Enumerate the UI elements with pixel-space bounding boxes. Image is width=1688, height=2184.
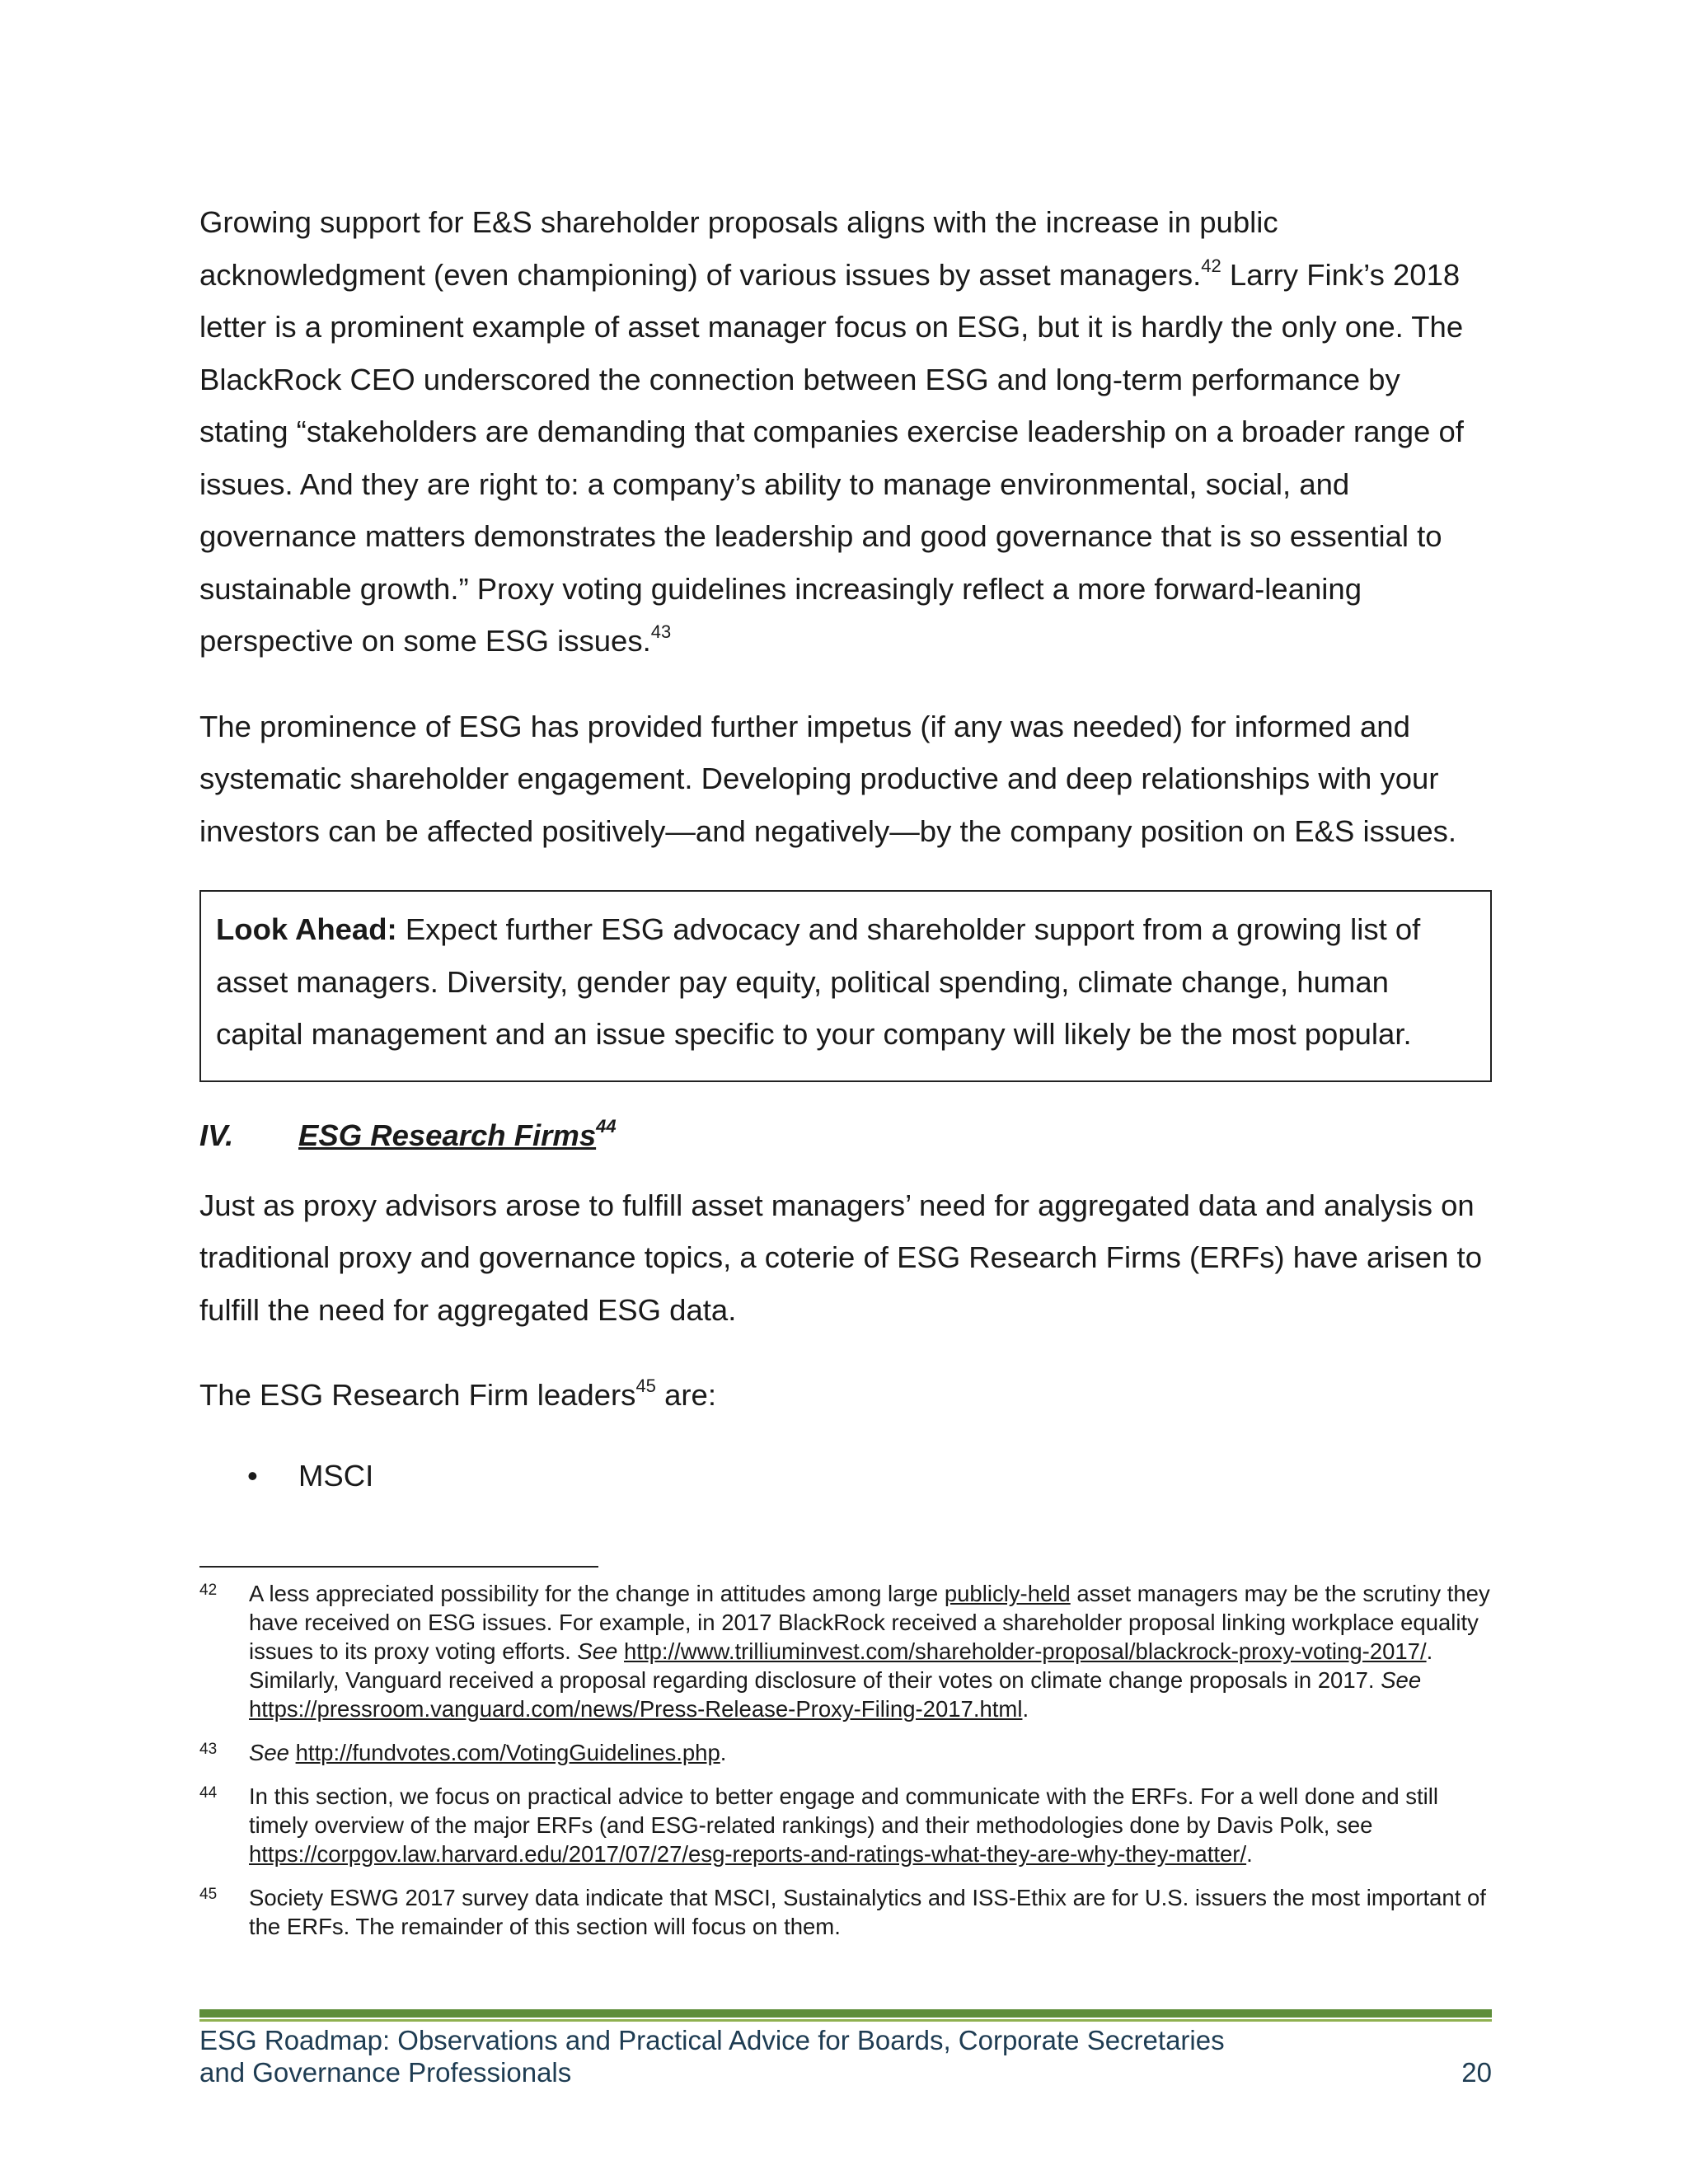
footnote-text: asset managers may be the scrutiny they have received on ESG issues. For example, in 2017 BlackRock received a shareholder proposal linking workplace equality issues to its proxy voting efforts.: [249, 1581, 1490, 1664]
footer-rule-light: [199, 2019, 1492, 2022]
link-trillium[interactable]: http://www.trilliuminvest.com/shareholder-proposal/blackrock-proxy-voting-2017/: [624, 1638, 1427, 1664]
paragraph-proxy-advisors: Just as proxy advisors arose to fulfill asset managers’ need for aggregated data and analysis on traditional proxy and governance topics, a coterie of ESG Research Firms (ERFs) have arisen to fulfill the need for aggregated ESG data.: [199, 1188, 1482, 1327]
footnote-text: A less appreciated possibility for the change in attitudes among large: [249, 1581, 945, 1606]
footnote-separator: [199, 1566, 598, 1568]
list-item: [199, 1450, 1492, 1502]
bullet-icon: •: [247, 1458, 258, 1493]
footnote-42: [199, 1579, 1492, 1723]
footnote-number: 43: [199, 1741, 218, 1758]
look-ahead-label: Look Ahead:: [216, 912, 397, 946]
footnote-number: 44: [199, 1784, 218, 1802]
footnote-text: .: [1246, 1841, 1253, 1867]
section-title: ESG Research Firms: [298, 1118, 597, 1152]
paragraph-leaders-intro: [199, 1369, 1492, 1422]
footnote-see: See: [1381, 1667, 1422, 1693]
link-fundvotes[interactable]: http://fundvotes.com/VotingGuidelines.php: [295, 1740, 720, 1765]
footnote-text-underlined: publicly-held: [944, 1581, 1071, 1606]
footnote-ref-45[interactable]: 45: [635, 1376, 656, 1396]
footnote-see: See: [249, 1740, 289, 1765]
leaders-list: [199, 1450, 1492, 1502]
footnote-text: Society ESWG 2017 survey data indicate that MSCI, Sustainalytics and ISS-Ethix are for U.S. issuers the most important of the ERFs. The remainder of this section will focus on them.: [249, 1885, 1486, 1939]
look-ahead-box: [199, 890, 1492, 1082]
footnote-ref-43[interactable]: 43: [650, 621, 672, 642]
footnote-ref-42[interactable]: 42: [1201, 255, 1221, 276]
paragraph-esg-support: [199, 196, 1492, 668]
footnote-text: .: [1022, 1696, 1029, 1722]
footnote-text: .: [720, 1740, 727, 1765]
footnote-ref-44[interactable]: 44: [596, 1115, 617, 1137]
paragraph-prominence: The prominence of ESG has provided further impetus (if any was needed) for informed and systematic shareholder engagement. Developing productive and deep relationships with your investors can be affected positively—and negatively—by the company position on E&S issues.: [199, 709, 1457, 848]
footnote-number: 45: [199, 1886, 218, 1903]
footnote-text: In this section, we focus on practical advice to better engage and communicate with the ERFs. For a well done and still timely overview of the major ERFs (and ESG-related rankings) and their methodologies done by Davis Polk, see: [249, 1783, 1438, 1838]
paragraph-text: The ESG Research Firm leaders: [199, 1378, 636, 1412]
footnote-see: See: [577, 1638, 618, 1664]
section-number: IV.: [199, 1118, 234, 1152]
footnote-text: . Similarly, Vanguard received a proposal regarding disclosure of their votes on climate change proposals in 2017.: [249, 1638, 1433, 1693]
list-item-label: MSCI: [298, 1458, 374, 1493]
footer-rule: [199, 2009, 1492, 2018]
page-number: 20: [1461, 2057, 1492, 2088]
footer-title-line-2: and Governance Professionals: [199, 2057, 572, 2088]
footnote-44: [199, 1782, 1492, 1868]
page-body: [199, 196, 1492, 1502]
section-heading: [199, 1113, 1492, 1158]
link-vanguard[interactable]: https://pressroom.vanguard.com/news/Press-Release-Proxy-Filing-2017.html: [249, 1696, 1023, 1722]
paragraph-text: Growing support for E&S shareholder proposals aligns with the increase in public acknowledgment (even championing) of various issues by asset managers.: [199, 205, 1278, 292]
link-harvard-corpgov[interactable]: https://corpgov.law.harvard.edu/2017/07/27/esg-reports-and-ratings-what-they-are-why-they-matter/: [249, 1841, 1247, 1867]
footnote-number: 42: [199, 1582, 218, 1599]
footnotes: [199, 1579, 1492, 1956]
paragraph-text: Larry Fink’s 2018 letter is a prominent example of asset manager focus on ESG, but it is hardly the only one. The BlackRock CEO underscored the connection between ESG and long-term performance by stating “stakeholders are demanding that companies exercise leadership on a broader range of issues. And they are right to: a company’s ability to manage environmental, social, and governance matters demonstrates the leadership and good governance that is so essential to sustainable growth.” Proxy voting guidelines increasingly reflect a more forward-leaning perspective on some ESG issues.: [199, 257, 1464, 658]
footnote-43: [199, 1738, 1492, 1767]
footer-title-line-1: ESG Roadmap: Observations and Practical Advice for Boards, Corporate Secretaries: [199, 2025, 1225, 2055]
look-ahead-text: Expect further ESG advocacy and shareholder support from a growing list of asset managers. Diversity, gender pay equity, political spending, climate change, human capital management and an issue specific to your company will likely be the most popular.: [216, 912, 1421, 1051]
paragraph-text: are:: [655, 1378, 716, 1412]
footnote-45: [199, 1883, 1492, 1941]
page-footer: [199, 2024, 1492, 2088]
